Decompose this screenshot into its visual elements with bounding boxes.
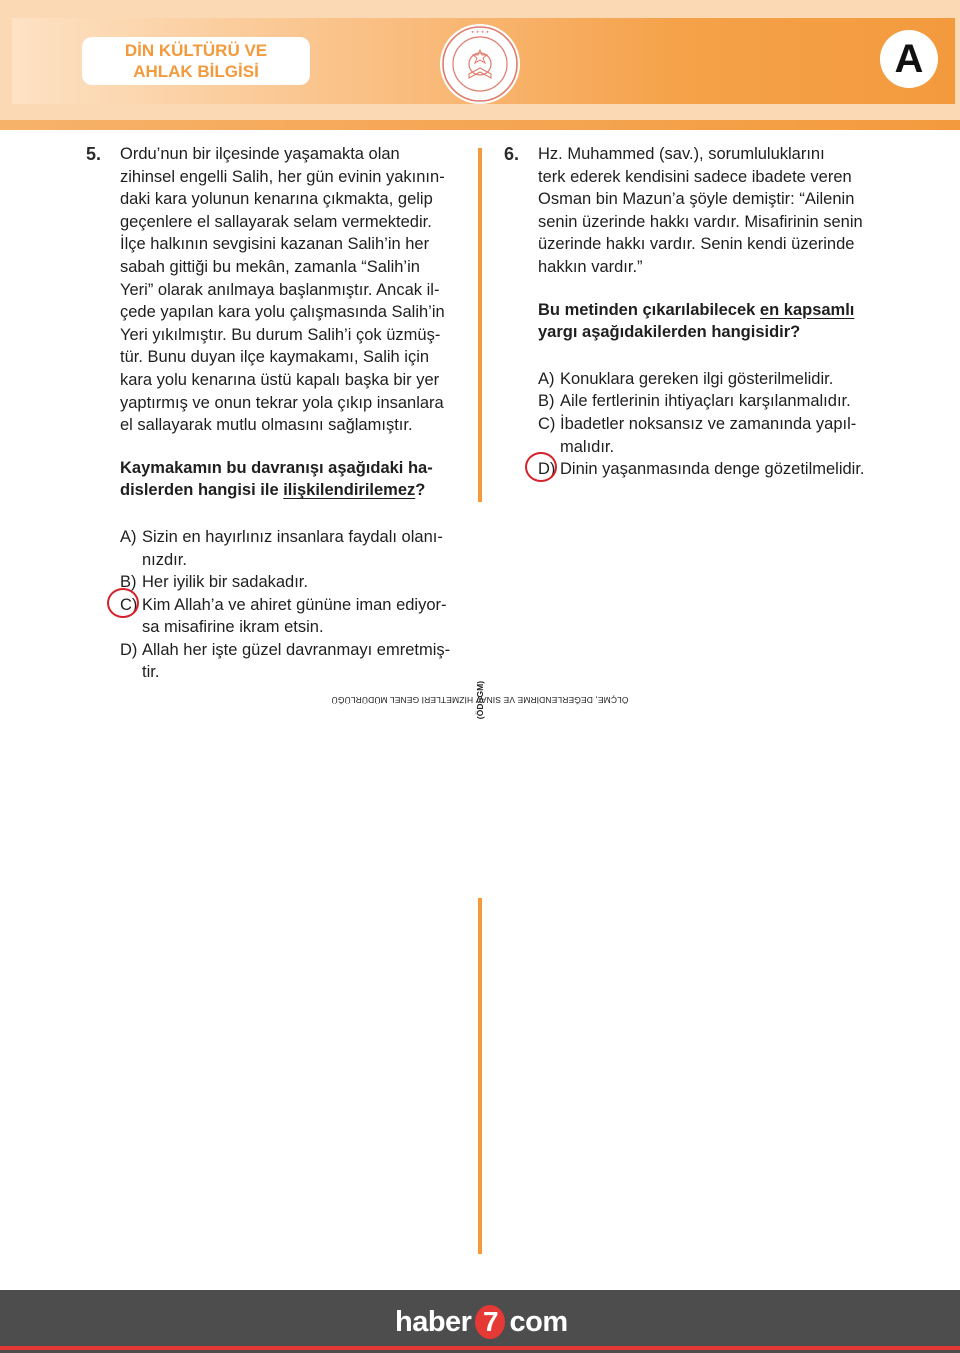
svg-text:✦ ✦ ✦ ✦: ✦ ✦ ✦ ✦ xyxy=(470,29,490,35)
option-letter: D) xyxy=(538,460,556,479)
seal-icon xyxy=(440,24,520,104)
option-d[interactable] xyxy=(538,458,918,481)
option-text: İbadetler noksansız ve zamanında yapıl- xyxy=(560,414,857,433)
haber7-logo[interactable] xyxy=(395,1300,568,1344)
text-line: tür. Bunu duyan ilçe kaymakamı, Salih için xyxy=(120,348,430,367)
question-5-number: 5. xyxy=(86,144,102,164)
vertical-label-text: ÖLÇME, DEĞERLENDİRME VE SINAV HİZMETLERİ GENEL MÜDÜRLÜĞÜ xyxy=(331,695,629,706)
text-line: çede yapılan kara yolu çalışmasında Salih’in xyxy=(120,303,445,322)
stem-line: Kaymakamın bu davranışı aşağıdaki ha- xyxy=(120,458,433,477)
page-header xyxy=(0,0,960,128)
logo-text: com xyxy=(509,1305,568,1338)
logo-seven-badge: 7 xyxy=(475,1305,505,1339)
text-line: el sallayarak mutlu olmasını sağlamıştır. xyxy=(120,416,413,435)
subject-title-box xyxy=(82,37,310,85)
option-a[interactable] xyxy=(538,368,918,391)
option-a[interactable] xyxy=(120,526,470,571)
question-5 xyxy=(120,143,470,684)
option-text: Aile fertlerinin ihtiyaçları karşılanmalıdır. xyxy=(560,392,851,411)
stem-underlined-keyword: ilişkilendirilemez xyxy=(283,481,416,500)
question-5-stem xyxy=(120,457,470,502)
vertical-label-abbrev: (ÖDSGM) xyxy=(475,680,485,720)
text-line: senin üzerinde hakkı vardır. Misafirinin senin xyxy=(538,212,863,231)
text-line: İlçe halkının sevgisini kazanan Salih’in her xyxy=(120,235,430,254)
option-text: Konuklara gereken ilgi gösterilmelidir. xyxy=(560,369,834,388)
subject-title-line1: DİN KÜLTÜRÜ VE xyxy=(124,41,268,60)
stem-line: yargı aşağıdakilerden hangisidir? xyxy=(538,323,801,342)
question-5-paragraph xyxy=(120,143,470,437)
text-line: sabah gittiği bu mekân, zamanla “Salih’in xyxy=(120,257,420,276)
text-line: yaptırmış ve onun tekrar yola çıkıp insanlara xyxy=(120,393,444,412)
column-divider-top xyxy=(478,148,482,502)
option-b[interactable] xyxy=(538,390,918,413)
option-text: Kim Allah’a ve ahiret gününe iman ediyor- xyxy=(142,595,447,614)
footer-accent-line xyxy=(0,1346,960,1350)
question-6-paragraph xyxy=(538,143,918,279)
question-6-stem xyxy=(538,299,918,344)
text-line: daki kara yolunun kenarına çıkmakta, gelip xyxy=(120,190,433,209)
option-letter: C) xyxy=(538,414,556,433)
stem-underlined-keyword: en kapsamlı xyxy=(759,300,855,319)
answer-circle-mark xyxy=(107,588,139,618)
stem-line xyxy=(120,479,470,502)
ministry-vertical-label xyxy=(331,510,629,890)
option-text: sa misafirine ikram etsin. xyxy=(142,618,324,637)
question-6 xyxy=(538,143,918,481)
option-text: nızdır. xyxy=(142,550,187,569)
option-text: Dinin yaşanmasında denge gözetilmelidir. xyxy=(560,460,865,479)
option-text: Her iyilik bir sadakadır. xyxy=(142,573,308,592)
stem-text: dislerden hangisi ile xyxy=(120,481,284,500)
text-line: üzerinde hakkı vardır. Senin kendi üzerinde xyxy=(538,235,855,254)
text-line: hakkın vardır.” xyxy=(538,257,643,276)
text-line: geçenlere el sallayarak selam vermektedir. xyxy=(120,212,432,231)
stem-text: ? xyxy=(415,481,426,500)
stem-text: Bu metinden çıkarılabilecek xyxy=(538,300,760,319)
answer-circle-mark xyxy=(525,452,557,482)
text-line: zihinsel engelli Salih, her gün evinin yakının- xyxy=(120,167,445,186)
option-text: Allah her işte güzel davranmayı emretmiş- xyxy=(142,640,451,659)
option-letter: A) xyxy=(120,527,137,546)
column-divider-bottom xyxy=(478,898,482,1254)
question-6-number: 6. xyxy=(504,144,520,164)
text-line: kara yolu kenarına üstü kapalı başka bir yer xyxy=(120,370,440,389)
subject-title-line2: AHLAK BİLGİSİ xyxy=(133,62,259,81)
question-6-options xyxy=(538,368,918,481)
text-line: Yeri yıkılmıştır. Bu durum Salih’i çok üzmüş- xyxy=(120,325,441,344)
option-text: tir. xyxy=(142,663,160,682)
text-line: terk ederek kendisini sadece ibadete veren xyxy=(538,167,852,186)
text-line: Ordu’nun bir ilçesinde yaşamakta olan xyxy=(120,145,400,163)
text-line: Hz. Muhammed (sav.), sorumluluklarını xyxy=(538,145,825,163)
option-letter: D) xyxy=(120,640,138,659)
stem-line xyxy=(538,299,918,322)
text-line: Yeri” olarak anılmaya başlanmıştır. Ancak il- xyxy=(120,280,440,299)
header-stripe xyxy=(0,120,960,130)
option-text: malıdır. xyxy=(560,437,615,456)
option-letter: A) xyxy=(538,369,555,388)
option-c[interactable] xyxy=(538,413,918,458)
option-letter: B) xyxy=(120,573,137,592)
booklet-type-badge xyxy=(880,30,938,88)
question-5-options xyxy=(120,526,470,684)
option-c[interactable] xyxy=(120,594,470,639)
booklet-type-letter: A xyxy=(894,36,924,81)
text-line: Osman bin Mazun’a şöyle demiştir: “Ailenin xyxy=(538,190,855,209)
option-d[interactable] xyxy=(120,639,470,684)
ministry-seal-logo xyxy=(440,24,520,104)
option-letter: B) xyxy=(538,392,555,411)
logo-text: haber xyxy=(395,1305,472,1338)
option-letter: C) xyxy=(120,595,138,614)
option-text: Sizin en hayırlınız insanlara faydalı olanı- xyxy=(142,527,443,546)
option-b[interactable] xyxy=(120,571,470,594)
